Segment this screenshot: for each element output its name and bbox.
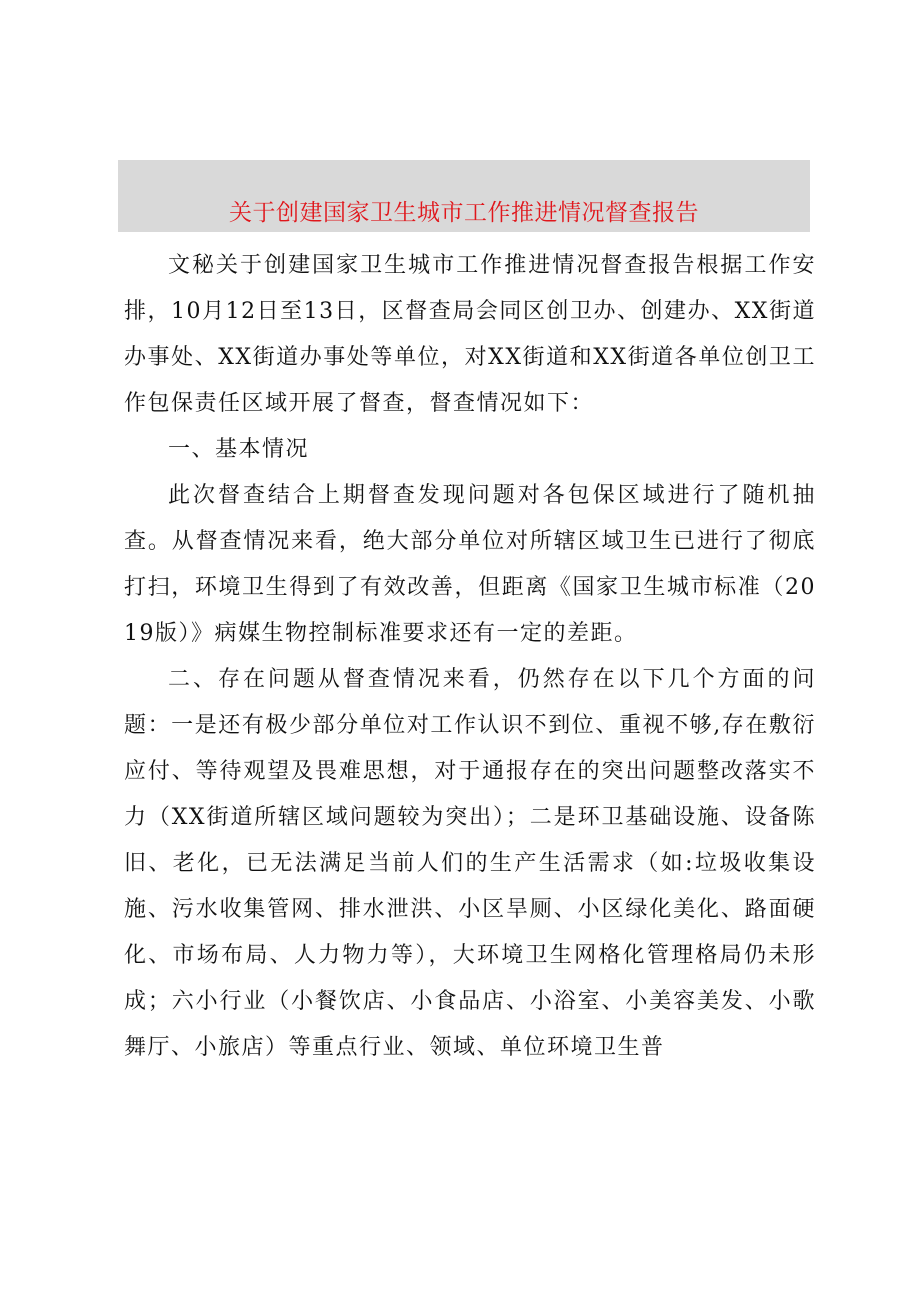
document-title: 关于创建国家卫生城市工作推进情况督查报告 xyxy=(229,199,699,226)
section-heading-basic: 一、基本情况 xyxy=(168,437,310,462)
paragraph-intro: 文秘关于创建国家卫生城市工作推进情况督查报告根据工作安排，10月12日至13日，区督查局会同区创卫办、创建办、XX街道办事处、XX街道办事处等单位，对XX街道和XX街道各单位创卫工作包保责任区域开展了督查，督查情况如下： xyxy=(124,253,816,416)
paragraph-basic-situation: 此次督查结合上期督查发现问题对各包保区域进行了随机抽查。从督查情况来看，绝大部分单位对所辖区域卫生已进行了彻底打扫，环境卫生得到了有效改善，但距离《国家卫生城市标准（2019版）》病媒生物控制标准要求还有一定的差距。 xyxy=(124,483,816,646)
document-body xyxy=(124,243,816,1071)
paragraph-problems: 二、存在问题从督查情况来看，仍然存在以下几个方面的问题：一是还有极少部分单位对工作认识不到位、重视不够,存在敷衍应付、等待观望及畏难思想，对于通报存在的突出问题整改落实不力（XX街道所辖区域问题较为突出）；二是环卫基础设施、设备陈旧、老化，已无法满足当前人们的生产生活需求（如:垃圾收集设施、污水收集管网、排水泄洪、小区旱厕、小区绿化美化、路面硬化、市场布局、人力物力等），大环境卫生网格化管理格局仍未形成；六小行业（小餐饮店、小食品店、小浴室、小美容美发、小歌舞厅、小旅店）等重点行业、领域、单位环境卫生普 xyxy=(124,667,816,1060)
title-banner xyxy=(118,160,810,232)
